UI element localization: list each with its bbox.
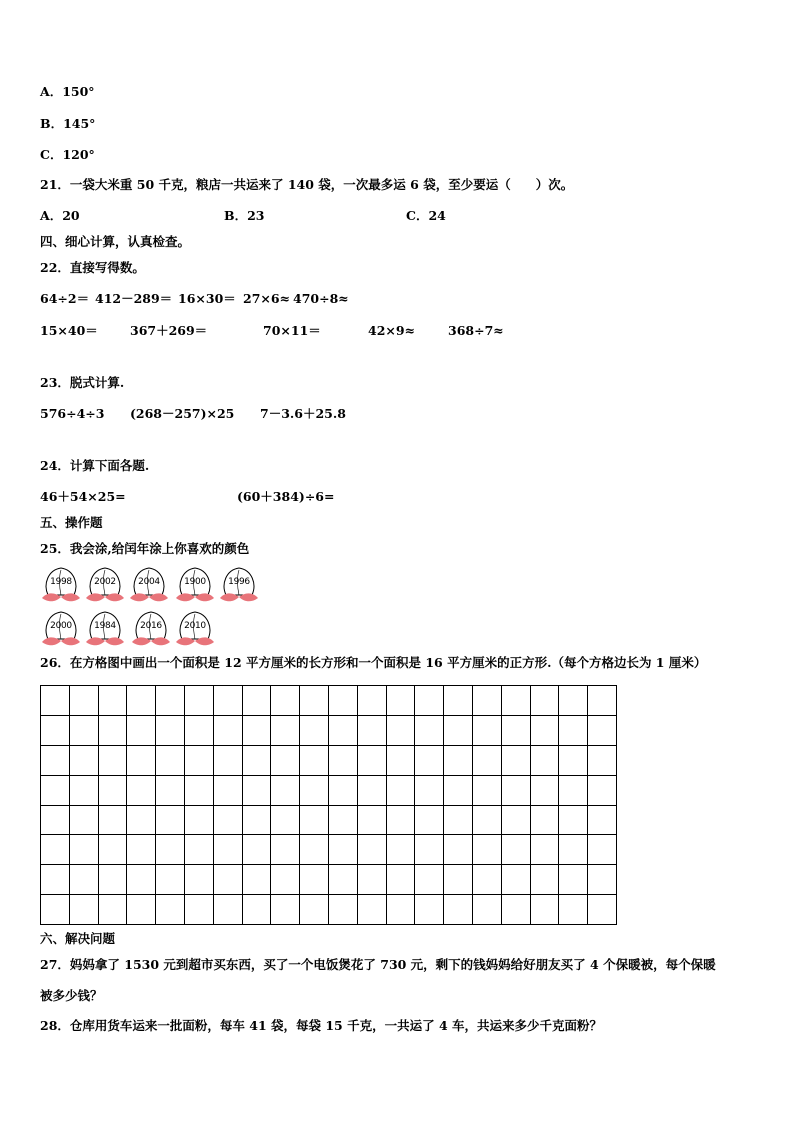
question-23-title: 23．脱式计算. — [40, 375, 125, 390]
question-22-title: 22．直接写得数。 — [40, 260, 145, 275]
grid-cell[interactable] — [300, 746, 329, 776]
year-label: 2002 — [94, 577, 116, 587]
peach-year-1900[interactable] — [174, 566, 216, 604]
grid-cell[interactable] — [156, 776, 185, 806]
grid-cell[interactable] — [271, 895, 300, 925]
grid-cell[interactable] — [531, 686, 560, 716]
grid-cell[interactable] — [444, 686, 473, 716]
grid-cell[interactable] — [300, 716, 329, 746]
grid-cell[interactable] — [531, 895, 560, 925]
grid-cell[interactable] — [473, 746, 502, 776]
option-b: B．23 — [224, 208, 265, 223]
grid-cell[interactable] — [502, 865, 531, 895]
grid-cell[interactable] — [531, 776, 560, 806]
option-c: C．120° — [40, 147, 95, 162]
question-26-title: 26．在方格图中画出一个面积是 12 平方厘米的长方形和一个面积是 16 平方厘米的正方形.（每个方格边长为 1 厘米） — [40, 655, 707, 670]
grid-cell[interactable] — [588, 835, 617, 865]
grid-cell[interactable] — [41, 895, 70, 925]
grid-cell[interactable] — [473, 776, 502, 806]
calc-item: (268－257)×25 — [130, 406, 235, 421]
grid-cell[interactable] — [531, 746, 560, 776]
grid-cell[interactable] — [243, 686, 272, 716]
square-grid[interactable] — [40, 685, 617, 925]
year-label: 2000 — [50, 621, 72, 631]
grid-cell[interactable] — [300, 686, 329, 716]
peach-year-2016[interactable] — [130, 610, 172, 648]
calc-item: 576÷4÷3 — [40, 406, 105, 421]
grid-cell[interactable] — [41, 746, 70, 776]
grid-cell[interactable] — [415, 806, 444, 836]
grid-cell[interactable] — [358, 865, 387, 895]
grid-cell[interactable] — [415, 895, 444, 925]
grid-cell[interactable] — [127, 686, 156, 716]
grid-cell[interactable] — [127, 776, 156, 806]
grid-cell[interactable] — [559, 895, 588, 925]
grid-cell[interactable] — [387, 776, 416, 806]
grid-cell[interactable] — [502, 746, 531, 776]
grid-cell[interactable] — [300, 806, 329, 836]
grid-cell[interactable] — [358, 686, 387, 716]
grid-cell[interactable] — [444, 865, 473, 895]
calc-item: 70×11＝ — [263, 323, 321, 338]
grid-cell[interactable] — [559, 835, 588, 865]
grid-cell[interactable] — [156, 895, 185, 925]
grid-cell[interactable] — [531, 865, 560, 895]
grid-cell[interactable] — [214, 746, 243, 776]
grid-cell[interactable] — [502, 895, 531, 925]
grid-cell[interactable] — [127, 716, 156, 746]
calc-item: 46＋54×25= — [40, 489, 126, 504]
grid-cell[interactable] — [473, 895, 502, 925]
grid-cell[interactable] — [329, 686, 358, 716]
grid-cell[interactable] — [243, 895, 272, 925]
question-27-line-2: 被多少钱？ — [40, 988, 103, 1003]
year-label: 2010 — [184, 621, 206, 631]
grid-cell[interactable] — [156, 806, 185, 836]
peach-year-2002[interactable] — [84, 566, 126, 604]
grid-cell[interactable] — [127, 835, 156, 865]
grid-cell[interactable] — [502, 776, 531, 806]
grid-cell[interactable] — [473, 865, 502, 895]
grid-cell[interactable] — [502, 806, 531, 836]
grid-cell[interactable] — [588, 776, 617, 806]
grid-cell[interactable] — [387, 686, 416, 716]
grid-cell[interactable] — [243, 776, 272, 806]
grid-cell[interactable] — [271, 806, 300, 836]
grid-cell[interactable] — [156, 686, 185, 716]
year-label: 1998 — [50, 577, 72, 587]
calc-item: 27×6≈ — [243, 291, 291, 306]
grid-cell[interactable] — [185, 776, 214, 806]
year-label: 1900 — [184, 577, 206, 587]
grid-cell[interactable] — [214, 895, 243, 925]
grid-cell[interactable] — [214, 716, 243, 746]
peach-year-1996[interactable] — [218, 566, 260, 604]
question-21-text: 21．一袋大米重 50 千克，粮店一共运来了 140 袋，一次最多运 6 袋，至少要运（ ）次。 — [40, 177, 574, 192]
grid-cell[interactable] — [387, 895, 416, 925]
grid-cell[interactable] — [415, 686, 444, 716]
year-label: 2016 — [140, 621, 162, 631]
grid-cell[interactable] — [588, 686, 617, 716]
peach-year-1998[interactable] — [40, 566, 82, 604]
grid-cell[interactable] — [473, 806, 502, 836]
grid-cell[interactable] — [70, 835, 99, 865]
grid-cell[interactable] — [588, 895, 617, 925]
grid-cell[interactable] — [185, 835, 214, 865]
grid-cell[interactable] — [444, 776, 473, 806]
grid-cell[interactable] — [243, 835, 272, 865]
grid-cell[interactable] — [415, 716, 444, 746]
grid-cell[interactable] — [99, 806, 128, 836]
grid-cell[interactable] — [329, 776, 358, 806]
grid-cell[interactable] — [127, 865, 156, 895]
grid-cell[interactable] — [271, 746, 300, 776]
peach-year-2000[interactable] — [40, 610, 82, 648]
grid-cell[interactable] — [444, 716, 473, 746]
calc-item: (60＋384)÷6= — [237, 489, 335, 504]
grid-cell[interactable] — [156, 865, 185, 895]
grid-cell[interactable] — [41, 776, 70, 806]
grid-cell[interactable] — [358, 895, 387, 925]
calc-item: 16×30＝ — [178, 291, 236, 306]
grid-cell[interactable] — [271, 686, 300, 716]
grid-cell[interactable] — [99, 865, 128, 895]
grid-cell[interactable] — [531, 835, 560, 865]
peach-year-2004[interactable] — [128, 566, 170, 604]
grid-cell[interactable] — [329, 895, 358, 925]
grid-cell[interactable] — [214, 806, 243, 836]
calc-item: 470÷8≈ — [293, 291, 349, 306]
grid-cell[interactable] — [185, 716, 214, 746]
grid-cell[interactable] — [444, 835, 473, 865]
grid-cell[interactable] — [185, 895, 214, 925]
grid-cell[interactable] — [185, 686, 214, 716]
grid-cell[interactable] — [559, 806, 588, 836]
grid-cell[interactable] — [214, 686, 243, 716]
grid-cell[interactable] — [473, 835, 502, 865]
grid-cell[interactable] — [300, 865, 329, 895]
grid-cell[interactable] — [358, 776, 387, 806]
grid-cell[interactable] — [473, 686, 502, 716]
grid-cell[interactable] — [271, 835, 300, 865]
grid-cell[interactable] — [358, 746, 387, 776]
grid-cell[interactable] — [387, 746, 416, 776]
grid-cell[interactable] — [300, 895, 329, 925]
grid-cell[interactable] — [70, 865, 99, 895]
grid-cell[interactable] — [70, 806, 99, 836]
option-b: B．145° — [40, 116, 96, 131]
option-a: A．20 — [40, 208, 80, 223]
grid-cell[interactable] — [444, 806, 473, 836]
grid-cell[interactable] — [99, 776, 128, 806]
grid-cell[interactable] — [41, 716, 70, 746]
grid-cell[interactable] — [127, 746, 156, 776]
grid-cell[interactable] — [358, 716, 387, 746]
calc-item: 368÷7≈ — [448, 323, 504, 338]
calc-item: 412－289＝ — [95, 291, 173, 306]
peach-year-2010[interactable] — [174, 610, 216, 648]
grid-cell[interactable] — [271, 865, 300, 895]
calc-item: 7－3.6＋25.8 — [260, 406, 346, 421]
question-25-title: 25．我会涂,给闰年涂上你喜欢的颜色 — [40, 541, 250, 556]
grid-cell[interactable] — [70, 746, 99, 776]
grid-cell[interactable] — [214, 865, 243, 895]
calc-item: 42×9≈ — [368, 323, 416, 338]
peach-year-1984[interactable] — [84, 610, 126, 648]
grid-cell[interactable] — [156, 835, 185, 865]
grid-cell[interactable] — [473, 716, 502, 746]
grid-cell[interactable] — [531, 806, 560, 836]
grid-cell[interactable] — [243, 865, 272, 895]
option-a: A．150° — [40, 84, 95, 99]
grid-cell[interactable] — [415, 776, 444, 806]
grid-cell[interactable] — [127, 895, 156, 925]
grid-cell[interactable] — [588, 865, 617, 895]
grid-cell[interactable] — [70, 895, 99, 925]
grid-cell[interactable] — [588, 806, 617, 836]
grid-cell[interactable] — [271, 776, 300, 806]
grid-cell[interactable] — [41, 806, 70, 836]
grid-cell[interactable] — [387, 716, 416, 746]
grid-cell[interactable] — [329, 716, 358, 746]
grid-cell[interactable] — [99, 746, 128, 776]
grid-cell[interactable] — [358, 806, 387, 836]
grid-cell[interactable] — [99, 716, 128, 746]
calc-item: 64÷2＝ — [40, 291, 90, 306]
grid-cell[interactable] — [243, 716, 272, 746]
section-6-title: 六、解决问题 — [40, 931, 116, 946]
grid-cell[interactable] — [127, 806, 156, 836]
grid-cell[interactable] — [185, 746, 214, 776]
question-28: 28．仓库用货车运来一批面粉，每车 41 袋，每袋 15 千克，一共运了 4 车，共运来多少千克面粉？ — [40, 1018, 602, 1033]
grid-cell[interactable] — [329, 746, 358, 776]
grid-cell[interactable] — [99, 686, 128, 716]
option-c: C．24 — [406, 208, 446, 223]
grid-cell[interactable] — [99, 895, 128, 925]
grid-cell[interactable] — [99, 835, 128, 865]
year-label: 1996 — [228, 577, 250, 587]
grid-cell[interactable] — [41, 686, 70, 716]
grid-cell[interactable] — [243, 806, 272, 836]
grid-cell[interactable] — [387, 806, 416, 836]
grid-cell[interactable] — [502, 686, 531, 716]
grid-cell[interactable] — [156, 746, 185, 776]
grid-cell[interactable] — [41, 865, 70, 895]
grid-cell[interactable] — [70, 716, 99, 746]
grid-cell[interactable] — [300, 776, 329, 806]
grid-cell[interactable] — [271, 716, 300, 746]
grid-cell[interactable] — [329, 865, 358, 895]
grid-cell[interactable] — [588, 716, 617, 746]
grid-cell[interactable] — [415, 835, 444, 865]
grid-cell[interactable] — [300, 835, 329, 865]
grid-cell[interactable] — [214, 835, 243, 865]
grid-cell[interactable] — [70, 776, 99, 806]
section-5-title: 五、操作题 — [40, 515, 103, 530]
year-label: 1984 — [94, 621, 116, 631]
grid-cell[interactable] — [156, 716, 185, 746]
grid-cell[interactable] — [444, 746, 473, 776]
grid-cell[interactable] — [559, 716, 588, 746]
grid-cell[interactable] — [243, 746, 272, 776]
question-24-title: 24．计算下面各题. — [40, 458, 150, 473]
grid-cell[interactable] — [214, 776, 243, 806]
grid-cell[interactable] — [415, 746, 444, 776]
grid-cell[interactable] — [502, 835, 531, 865]
grid-cell[interactable] — [70, 686, 99, 716]
grid-cell[interactable] — [559, 865, 588, 895]
grid-cell[interactable] — [444, 895, 473, 925]
grid-cell[interactable] — [387, 865, 416, 895]
grid-cell[interactable] — [415, 865, 444, 895]
grid-cell[interactable] — [41, 835, 70, 865]
question-27-line-1: 27．妈妈拿了 1530 元到超市买东西，买了一个电饭煲花了 730 元，剩下的钱妈妈给好朋友买了 4 个保暖被，每个保暖 — [40, 957, 716, 972]
grid-cell[interactable] — [185, 865, 214, 895]
year-label: 2004 — [138, 577, 160, 587]
calc-item: 367＋269＝ — [130, 323, 208, 338]
grid-cell[interactable] — [531, 716, 560, 746]
grid-cell[interactable] — [502, 716, 531, 746]
section-4-title: 四、细心计算，认真检查。 — [40, 234, 191, 249]
calc-item: 15×40＝ — [40, 323, 98, 338]
grid-cell[interactable] — [185, 806, 214, 836]
grid-cell[interactable] — [387, 835, 416, 865]
grid-cell[interactable] — [329, 806, 358, 836]
grid-cell[interactable] — [559, 686, 588, 716]
grid-cell[interactable] — [588, 746, 617, 776]
grid-cell[interactable] — [329, 835, 358, 865]
grid-cell[interactable] — [559, 776, 588, 806]
grid-cell[interactable] — [559, 746, 588, 776]
grid-cell[interactable] — [358, 835, 387, 865]
